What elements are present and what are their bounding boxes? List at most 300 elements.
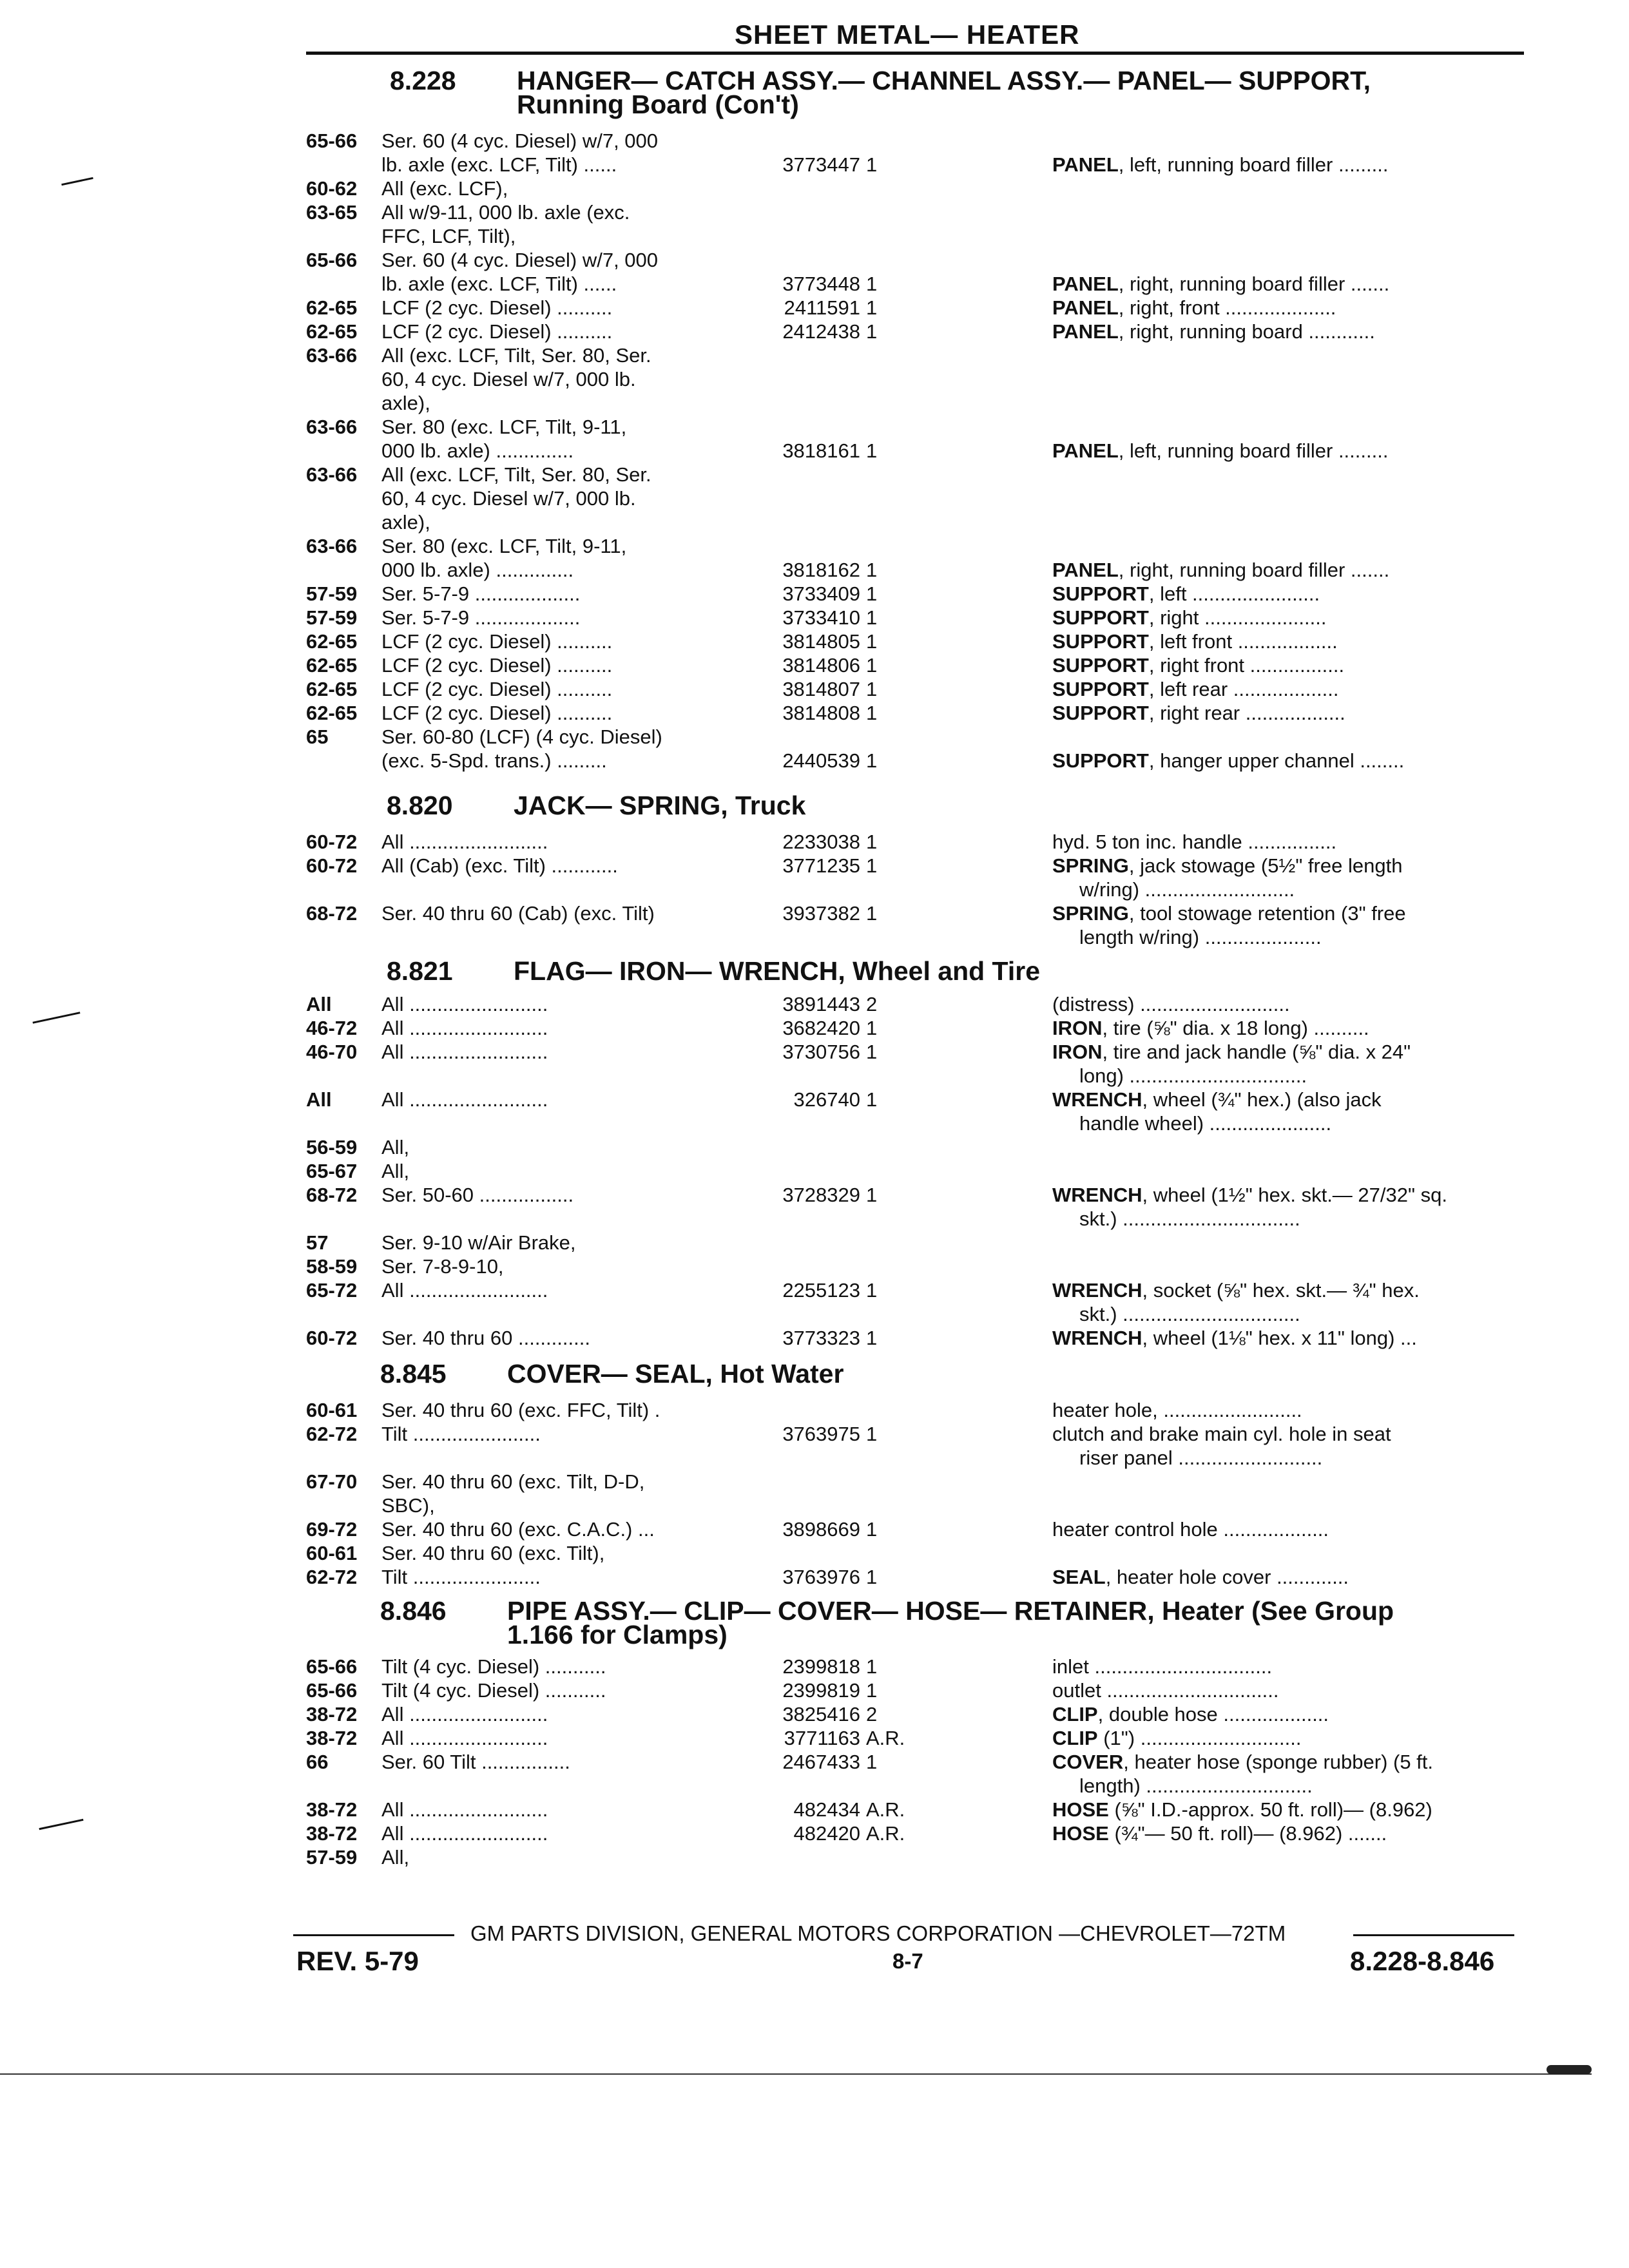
model-years: 46-70: [306, 1041, 358, 1063]
application: Tilt (4 cyc. Diesel) ...........: [381, 1679, 606, 1702]
part-description-text: hyd. 5 ton inc. handle ................: [1052, 831, 1337, 853]
part-description-text: , right rear ..................: [1148, 702, 1345, 724]
application: Ser. 60 (4 cyc. Diesel) w/7, 000: [381, 130, 659, 152]
model-years: 62-65: [306, 678, 358, 700]
part-name: SPRING: [1052, 854, 1129, 877]
quantity: A.R.: [866, 1727, 905, 1749]
part-description-text: , right, running board ............: [1118, 320, 1375, 343]
model-years: 62-65: [306, 654, 358, 677]
part-description: [1052, 1088, 1516, 1111]
part-number: 2399818: [782, 1655, 860, 1678]
quantity: 1: [866, 320, 878, 343]
part-description-text: , wheel (1½" hex. skt.— 27/32" sq.: [1142, 1184, 1447, 1206]
part-description-text: length w/ring) .....................: [1079, 926, 1322, 948]
model-years: 60-72: [306, 831, 358, 853]
part-description-text: w/ring) ...........................: [1079, 878, 1295, 901]
part-description: [1052, 701, 1516, 725]
application: LCF (2 cyc. Diesel) ..........: [381, 296, 613, 319]
application: (exc. 5-Spd. trans.) .........: [381, 749, 607, 772]
quantity: 1: [866, 1423, 878, 1445]
application: All .........................: [381, 1279, 548, 1302]
application: All (Cab) (exc. Tilt) ............: [381, 854, 618, 877]
model-years: 60-72: [306, 854, 358, 877]
part-description-text: skt.) ................................: [1079, 1303, 1300, 1325]
part-description-text: outlet ...............................: [1052, 1679, 1279, 1702]
part-description: [1052, 439, 1516, 463]
model-years: 62-65: [306, 630, 358, 653]
part-description-text: , right, front ....................: [1118, 296, 1336, 319]
part-description-text: , right ......................: [1148, 606, 1327, 629]
model-years: 56-59: [306, 1136, 358, 1158]
part-name: SUPPORT: [1052, 630, 1149, 653]
part-name: SUPPORT: [1052, 582, 1149, 605]
model-years: 63-66: [306, 535, 358, 557]
application: All .........................: [381, 1088, 548, 1111]
part-description: [1052, 1183, 1516, 1207]
application: Ser. 80 (exc. LCF, Tilt, 9-11,: [381, 416, 627, 438]
part-description: [1079, 1064, 1543, 1088]
part-name: COVER: [1052, 1751, 1124, 1773]
part-name: SUPPORT: [1052, 678, 1149, 700]
application: LCF (2 cyc. Diesel) ..........: [381, 702, 613, 724]
model-years: 60-61: [306, 1399, 358, 1421]
quantity: A.R.: [866, 1798, 905, 1821]
model-years: 60-62: [306, 177, 358, 200]
model-years: 57-59: [306, 1846, 358, 1869]
part-name: SEAL: [1052, 1566, 1106, 1588]
model-years: 38-72: [306, 1798, 358, 1821]
part-description-text: , tool stowage retention (3" free: [1128, 902, 1406, 925]
quantity: 1: [866, 1327, 878, 1349]
application: Ser. 40 thru 60 (exc. Tilt),: [381, 1542, 605, 1564]
quantity: 1: [866, 153, 878, 176]
part-description-text: , left, running board filler .........: [1118, 153, 1389, 176]
bottom-scan-line: [0, 2073, 1592, 2075]
quantity: 1: [866, 1184, 878, 1206]
quantity: 1: [866, 1279, 878, 1302]
model-years: 62-72: [306, 1423, 358, 1445]
application: SBC),: [381, 1494, 435, 1517]
part-description-text: , heater hose (sponge rubber) (5 ft.: [1123, 1751, 1434, 1773]
application: FFC, LCF, Tilt),: [381, 225, 516, 247]
quantity: 1: [866, 902, 878, 925]
quantity: 1: [866, 606, 878, 629]
part-description-text: (⅝" I.D.-approx. 50 ft. roll)— (8.962): [1108, 1798, 1432, 1821]
section-title-line: Running Board (Con't): [517, 90, 799, 119]
part-name: IRON: [1052, 1017, 1103, 1039]
part-name: SUPPORT: [1052, 749, 1149, 772]
application: Ser. 9-10 w/Air Brake,: [381, 1231, 576, 1254]
part-description: [1052, 653, 1516, 677]
part-name: PANEL: [1052, 320, 1119, 343]
model-years: All: [306, 1088, 332, 1111]
model-years: 63-66: [306, 463, 358, 486]
part-description: [1052, 677, 1516, 701]
model-years: 57-59: [306, 606, 358, 629]
model-years: 60-72: [306, 1327, 358, 1349]
application: Ser. 50-60 .................: [381, 1184, 574, 1206]
part-description-text: , tire and jack handle (⅝" dia. x 24": [1102, 1041, 1411, 1063]
application: Ser. 40 thru 60 (Cab) (exc. Tilt): [381, 902, 655, 925]
margin-mark-1: [61, 177, 93, 186]
part-name: CLIP: [1052, 1727, 1098, 1749]
application: Tilt .......................: [381, 1566, 541, 1588]
application: 000 lb. axle) ..............: [381, 439, 574, 462]
part-description: [1052, 901, 1516, 925]
model-years: 38-72: [306, 1703, 358, 1725]
application: Ser. 40 thru 60 (exc. FFC, Tilt) .: [381, 1399, 660, 1421]
footer-section-range: 8.228-8.846: [1350, 1946, 1495, 1976]
application: All,: [381, 1846, 410, 1869]
part-description-text: handle wheel) ......................: [1079, 1112, 1332, 1135]
section-number: 8.820: [387, 791, 453, 820]
quantity: 1: [866, 654, 878, 677]
part-number: 3818162: [782, 559, 860, 581]
model-years: 69-72: [306, 1518, 358, 1541]
part-description-text: clutch and brake main cyl. hole in seat: [1052, 1423, 1391, 1445]
part-number: 2399819: [782, 1679, 860, 1702]
part-description-text: , left .......................: [1148, 582, 1320, 605]
part-description-text: , hanger upper channel ........: [1148, 749, 1405, 772]
model-years: 46-72: [306, 1017, 358, 1039]
part-description: [1052, 1655, 1516, 1678]
part-name: PANEL: [1052, 153, 1119, 176]
part-number: 3814808: [782, 702, 860, 724]
part-number: 3771235: [782, 854, 860, 877]
part-description-text: , wheel (1⅛" hex. x 11" long) ...: [1142, 1327, 1417, 1349]
part-description-text: skt.) ................................: [1079, 1207, 1300, 1230]
part-number: 3898669: [782, 1518, 860, 1541]
model-years: All: [306, 993, 332, 1015]
part-description: [1052, 1702, 1516, 1726]
application: All .........................: [381, 831, 548, 853]
part-number: 3891443: [782, 993, 860, 1015]
model-years: 60-61: [306, 1542, 358, 1564]
application: Ser. 60 (4 cyc. Diesel) w/7, 000: [381, 249, 659, 271]
model-years: 65-66: [306, 1679, 358, 1702]
model-years: 65-66: [306, 130, 358, 152]
quantity: 1: [866, 702, 878, 724]
part-name: WRENCH: [1052, 1279, 1142, 1302]
part-description-text: , right, running board filler .......: [1118, 559, 1390, 581]
part-description-text: , right, running board filler .......: [1118, 273, 1390, 295]
application: LCF (2 cyc. Diesel) ..........: [381, 320, 613, 343]
application: All .........................: [381, 1798, 548, 1821]
model-years: 65-67: [306, 1160, 358, 1182]
part-number: 3814807: [782, 678, 860, 700]
part-description: [1079, 925, 1543, 949]
margin-mark-2: [33, 1012, 81, 1024]
part-description: [1052, 1726, 1516, 1750]
part-description: [1052, 1565, 1516, 1589]
part-number: 3825416: [782, 1703, 860, 1725]
application: All .........................: [381, 1017, 548, 1039]
model-years: 63-65: [306, 201, 358, 224]
part-description: [1052, 1016, 1516, 1040]
part-name: HOSE: [1052, 1798, 1109, 1821]
part-description-text: length) ..............................: [1079, 1774, 1313, 1797]
part-description: [1052, 1678, 1516, 1702]
model-years: 65-66: [306, 249, 358, 271]
application: Ser. 40 thru 60 (exc. Tilt, D-D,: [381, 1470, 645, 1493]
part-name: WRENCH: [1052, 1327, 1142, 1349]
part-description-text: , left front ..................: [1148, 630, 1338, 653]
part-name: SPRING: [1052, 902, 1129, 925]
model-years: 62-65: [306, 296, 358, 319]
section-title-line: 1.166 for Clamps): [507, 1620, 728, 1649]
quantity: 1: [866, 1017, 878, 1039]
footer-page-number: 8-7: [892, 1949, 923, 1973]
part-number: 2412438: [782, 320, 860, 343]
model-years: 66: [306, 1751, 329, 1773]
application: Ser. 40 thru 60 .............: [381, 1327, 590, 1349]
part-description: [1052, 153, 1516, 177]
application: 60, 4 cyc. Diesel w/7, 000 lb.: [381, 368, 636, 390]
quantity: 1: [866, 1518, 878, 1541]
part-name: HOSE: [1052, 1822, 1109, 1845]
application: LCF (2 cyc. Diesel) ..........: [381, 630, 613, 653]
section-title-line: FLAG— IRON— WRENCH, Wheel and Tire: [514, 956, 1040, 986]
application: Ser. 80 (exc. LCF, Tilt, 9-11,: [381, 535, 627, 557]
quantity: 1: [866, 1655, 878, 1678]
part-description: [1052, 320, 1516, 343]
part-description-text: long) ................................: [1079, 1064, 1307, 1087]
application: Ser. 5-7-9 ...................: [381, 582, 581, 605]
application: All w/9-11, 000 lb. axle (exc.: [381, 201, 630, 224]
part-number: 3771163: [784, 1727, 860, 1749]
part-description: [1052, 582, 1516, 606]
part-number: 3814806: [782, 654, 860, 677]
part-number: 3733410: [782, 606, 860, 629]
part-description-text: (distress) ...........................: [1052, 993, 1290, 1015]
part-description: [1052, 629, 1516, 653]
page-header-title: SHEET METAL— HEATER: [735, 19, 1080, 50]
application: 000 lb. axle) ..............: [381, 559, 574, 581]
part-description-text: heater hole, .........................: [1052, 1399, 1302, 1421]
model-years: 38-72: [306, 1822, 358, 1845]
part-description: [1052, 296, 1516, 320]
application: Tilt .......................: [381, 1423, 541, 1445]
part-name: WRENCH: [1052, 1184, 1142, 1206]
quantity: 1: [866, 1566, 878, 1588]
part-description: [1052, 1517, 1516, 1541]
application: All .........................: [381, 1703, 548, 1725]
footer-revision: REV. 5-79: [296, 1946, 419, 1976]
application: LCF (2 cyc. Diesel) ..........: [381, 654, 613, 677]
part-description-text: heater control hole ...................: [1052, 1518, 1329, 1541]
model-years: 57-59: [306, 582, 358, 605]
application: axle),: [381, 511, 430, 533]
part-description: [1052, 854, 1516, 878]
quantity: 1: [866, 854, 878, 877]
application: All (exc. LCF),: [381, 177, 508, 200]
margin-mark-3: [39, 1819, 83, 1830]
footer-rule-right: [1353, 1934, 1514, 1936]
part-number: 482420: [793, 1822, 860, 1845]
application: LCF (2 cyc. Diesel) ..........: [381, 678, 613, 700]
section-number: 8.845: [380, 1359, 447, 1389]
part-description: [1079, 1207, 1543, 1231]
part-description: [1052, 830, 1516, 854]
model-years: 63-66: [306, 344, 358, 367]
part-description-text: , heater hole cover .............: [1105, 1566, 1349, 1588]
part-number: 3730756: [782, 1041, 860, 1063]
quantity: 1: [866, 582, 878, 605]
model-years: 65: [306, 726, 329, 748]
part-number: 3773323: [782, 1327, 860, 1349]
application: All .........................: [381, 993, 548, 1015]
part-description-text: , wheel (¾" hex.) (also jack: [1142, 1088, 1382, 1111]
model-years: 58-59: [306, 1255, 358, 1278]
part-description: [1079, 878, 1543, 901]
part-number: 482434: [793, 1798, 860, 1821]
application: All (exc. LCF, Tilt, Ser. 80, Ser.: [381, 463, 651, 486]
part-name: WRENCH: [1052, 1088, 1142, 1111]
quantity: 1: [866, 1088, 878, 1111]
application: Ser. 60-80 (LCF) (4 cyc. Diesel): [381, 726, 662, 748]
part-number: 3728329: [782, 1184, 860, 1206]
section-title-line: PIPE ASSY.— CLIP— COVER— HOSE— RETAINER, Heater (See Group: [507, 1596, 1394, 1626]
part-description: [1052, 1422, 1516, 1446]
part-description: [1052, 558, 1516, 582]
application: lb. axle (exc. LCF, Tilt) ......: [381, 273, 617, 295]
part-number: 2467433: [782, 1751, 860, 1773]
application: All .........................: [381, 1727, 548, 1749]
part-number: 2440539: [782, 749, 860, 772]
part-description-text: , jack stowage (5½" free length: [1128, 854, 1403, 877]
part-description: [1079, 1111, 1543, 1135]
part-description-text: , socket (⅝" hex. skt.— ¾" hex.: [1142, 1279, 1420, 1302]
quantity: 1: [866, 273, 878, 295]
quantity: 1: [866, 678, 878, 700]
part-description-text: riser panel ..........................: [1079, 1446, 1323, 1469]
footer-division: GM PARTS DIVISION, GENERAL MOTORS CORPORATION —CHEVROLET—72TM: [470, 1921, 1286, 1945]
part-description: [1052, 1398, 1516, 1422]
section-title-line: JACK— SPRING, Truck: [514, 791, 806, 820]
application: All .........................: [381, 1822, 548, 1845]
model-years: 65-72: [306, 1279, 358, 1302]
application: 60, 4 cyc. Diesel w/7, 000 lb.: [381, 487, 636, 510]
part-number: 3773448: [782, 273, 860, 295]
application: Ser. 60 Tilt ................: [381, 1751, 570, 1773]
application: Ser. 5-7-9 ...................: [381, 606, 581, 629]
quantity: 1: [866, 296, 878, 319]
application: Ser. 7-8-9-10,: [381, 1255, 504, 1278]
section-number: 8.846: [380, 1596, 447, 1626]
quantity: 1: [866, 1041, 878, 1063]
application: Tilt (4 cyc. Diesel) ...........: [381, 1655, 606, 1678]
part-name: PANEL: [1052, 439, 1119, 462]
model-years: 38-72: [306, 1727, 358, 1749]
part-number: 3818161: [782, 439, 860, 462]
model-years: 65-66: [306, 1655, 358, 1678]
section-title-line: COVER— SEAL, Hot Water: [507, 1359, 844, 1389]
application: Ser. 40 thru 60 (exc. C.A.C.) ...: [381, 1518, 655, 1541]
part-name: PANEL: [1052, 296, 1119, 319]
part-name: PANEL: [1052, 559, 1119, 581]
quantity: 1: [866, 831, 878, 853]
quantity: 2: [866, 1703, 878, 1725]
part-description-text: (1") .............................: [1097, 1727, 1302, 1749]
part-name: SUPPORT: [1052, 702, 1149, 724]
model-years: 62-72: [306, 1566, 358, 1588]
part-description-text: , double hose ...................: [1097, 1703, 1329, 1725]
model-years: 62-65: [306, 320, 358, 343]
part-name: SUPPORT: [1052, 606, 1149, 629]
section-number: 8.228: [390, 66, 456, 95]
part-description: [1079, 1302, 1543, 1326]
quantity: 2: [866, 993, 878, 1015]
part-number: 3733409: [782, 582, 860, 605]
part-description: [1052, 1798, 1516, 1821]
part-name: IRON: [1052, 1041, 1103, 1063]
section-title-line: HANGER— CATCH ASSY.— CHANNEL ASSY.— PANEL— SUPPORT,: [517, 66, 1371, 95]
part-number: 3937382: [782, 902, 860, 925]
part-description-text: , left rear ...................: [1148, 678, 1339, 700]
part-number: 3682420: [782, 1017, 860, 1039]
part-description: [1052, 1326, 1516, 1350]
quantity: 1: [866, 630, 878, 653]
quantity: 1: [866, 559, 878, 581]
part-number: 326740: [793, 1088, 860, 1111]
application: axle),: [381, 392, 430, 414]
part-number: 2233038: [782, 831, 860, 853]
quantity: 1: [866, 1679, 878, 1702]
quantity: 1: [866, 1751, 878, 1773]
part-description-text: , left, running board filler .........: [1118, 439, 1389, 462]
scan-artifact-mark: [1547, 2065, 1592, 2074]
section-number: 8.821: [387, 956, 453, 986]
model-years: 67-70: [306, 1470, 358, 1493]
application: All (exc. LCF, Tilt, Ser. 80, Ser.: [381, 344, 651, 367]
part-description: [1079, 1774, 1543, 1798]
model-years: 62-65: [306, 702, 358, 724]
part-description: [1052, 1278, 1516, 1302]
footer-rule-left: [293, 1934, 454, 1936]
quantity: 1: [866, 439, 878, 462]
part-description: [1052, 992, 1516, 1016]
application: All,: [381, 1136, 410, 1158]
model-years: 63-66: [306, 416, 358, 438]
part-description-text: , right front .................: [1148, 654, 1345, 677]
part-name: SUPPORT: [1052, 654, 1149, 677]
part-name: CLIP: [1052, 1703, 1098, 1725]
header-rule: [306, 52, 1524, 55]
quantity: 1: [866, 749, 878, 772]
part-description: [1052, 1040, 1516, 1064]
application: lb. axle (exc. LCF, Tilt) ......: [381, 153, 617, 176]
quantity: A.R.: [866, 1822, 905, 1845]
part-description-text: inlet ................................: [1052, 1655, 1273, 1678]
part-description-text: , tire (⅝" dia. x 18 long) ..........: [1102, 1017, 1369, 1039]
model-years: 68-72: [306, 1184, 358, 1206]
application: All,: [381, 1160, 410, 1182]
model-years: 57: [306, 1231, 329, 1254]
part-number: 3763975: [782, 1423, 860, 1445]
part-description: [1079, 1446, 1543, 1470]
part-description-text: (¾"— 50 ft. roll)— (8.962) .......: [1108, 1822, 1387, 1845]
part-number: 2255123: [782, 1279, 860, 1302]
part-description: [1052, 272, 1516, 296]
part-number: 2411591: [784, 296, 860, 319]
part-description: [1052, 606, 1516, 629]
part-description: [1052, 749, 1516, 773]
part-number: 3814805: [782, 630, 860, 653]
part-number: 3763976: [782, 1566, 860, 1588]
part-description: [1052, 1821, 1516, 1845]
part-name: PANEL: [1052, 273, 1119, 295]
model-years: 68-72: [306, 902, 358, 925]
